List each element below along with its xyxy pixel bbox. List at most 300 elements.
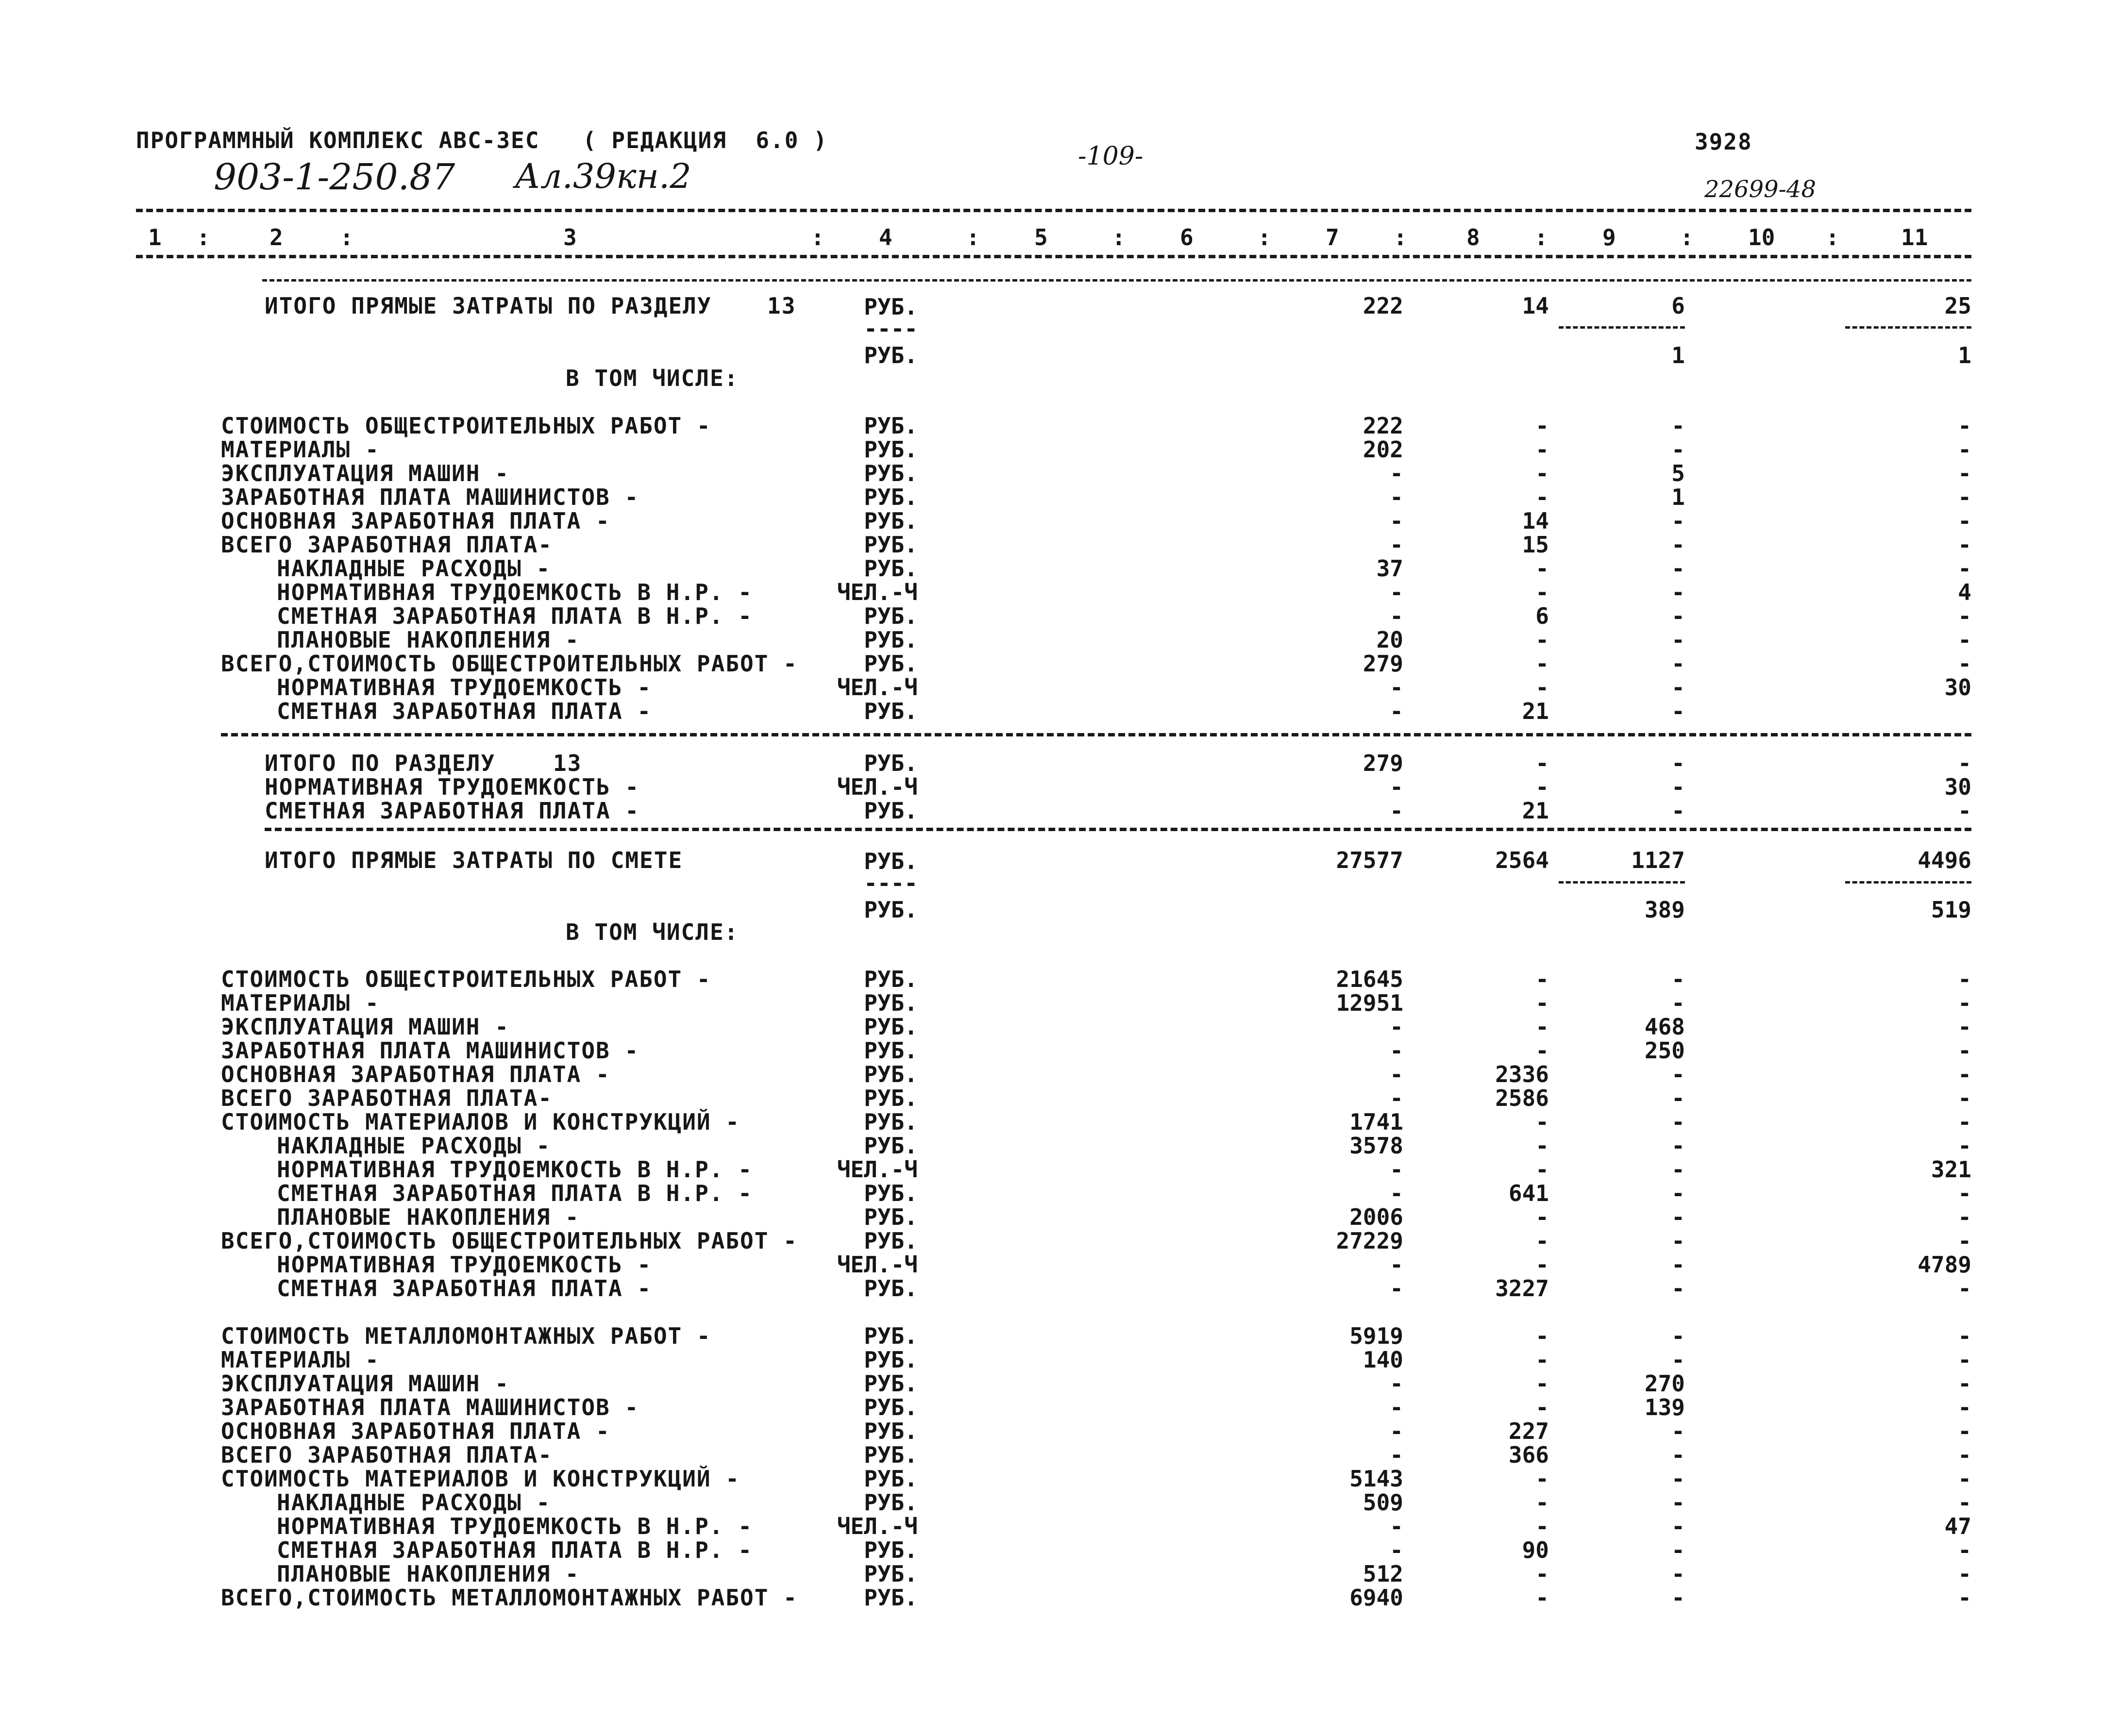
row-value-col9: -: [1671, 1537, 1685, 1563]
header-rule-top: [136, 209, 1971, 212]
sheet-reference: Ал.39кн.2: [515, 156, 691, 196]
column-number: 5: [1034, 224, 1048, 250]
row-value-col9: -: [1671, 1489, 1685, 1516]
row-label: МАТЕРИАЛЫ -: [221, 436, 380, 463]
row-label: НОРМАТИВНАЯ ТРУДОЕМКОСТЬ -: [277, 1252, 652, 1278]
row-value-col9: -: [1671, 798, 1685, 824]
row-value-col9: -: [1671, 1109, 1685, 1135]
row-value-col8: 14: [1522, 508, 1549, 534]
row-value-col11: 321: [1931, 1156, 1971, 1183]
row-value-col7: -: [1390, 1037, 1403, 1064]
section-total-c9b: 1: [1671, 342, 1685, 368]
row-value-col7: -: [1390, 1252, 1403, 1278]
row-value-col7: -: [1390, 1513, 1403, 1539]
row-label: ВСЕГО,СТОИМОСТЬ МЕТАЛЛОМОНТАЖНЫХ РАБОТ -: [221, 1585, 798, 1611]
row-value-col9: -: [1671, 698, 1685, 724]
section-total-c11-rule: [1845, 326, 1971, 329]
estimate-total-label: ИТОГО ПРЯМЫЕ ЗАТРАТЫ ПО СМЕТЕ: [265, 847, 683, 873]
row-value-col11: -: [1958, 990, 1971, 1016]
row-value-col11: -: [1958, 1418, 1971, 1444]
row-value-col8: 641: [1508, 1180, 1549, 1206]
row-value-col7: 20: [1376, 627, 1403, 653]
row-value-col11: -: [1958, 966, 1971, 992]
row-value-col11: -: [1958, 484, 1971, 510]
row-value-col11: -: [1958, 627, 1971, 653]
section-number: 13: [767, 293, 796, 319]
row-value-col7: 27229: [1336, 1228, 1403, 1254]
row-label: СМЕТНАЯ ЗАРАБОТНАЯ ПЛАТА В Н.Р. -: [277, 1537, 753, 1563]
column-number: 2: [269, 224, 283, 250]
row-label: ЗАРАБОТНАЯ ПЛАТА МАШИНИСТОВ -: [221, 1037, 639, 1064]
row-value-col8: -: [1535, 1394, 1549, 1420]
row-value-col7: -: [1390, 798, 1403, 824]
row-value-col11: -: [1958, 798, 1971, 824]
row-label: ВСЕГО ЗАРАБОТНАЯ ПЛАТА-: [221, 1442, 553, 1468]
row-value-col8: -: [1535, 750, 1549, 776]
row-value-col9: -: [1671, 508, 1685, 534]
row-value-col11: -: [1958, 460, 1971, 486]
row-value-col11: -: [1958, 413, 1971, 439]
row-value-col7: -: [1390, 674, 1403, 701]
row-value-col9: 139: [1644, 1394, 1685, 1420]
row-unit: РУБ.: [864, 1466, 918, 1492]
row-value-col9: -: [1671, 1156, 1685, 1183]
row-value-col8: -: [1535, 1347, 1549, 1373]
row-value-col7: 1741: [1349, 1109, 1403, 1135]
row-unit: РУБ.: [864, 1061, 918, 1087]
row-value-col8: -: [1535, 1204, 1549, 1230]
row-value-col8: 21: [1522, 798, 1549, 824]
row-value-col11: -: [1958, 1014, 1971, 1040]
row-value-col7: -: [1390, 1370, 1403, 1397]
row-value-col11: -: [1958, 1466, 1971, 1492]
row-value-col9: -: [1671, 579, 1685, 605]
row-label: НОРМАТИВНАЯ ТРУДОЕМКОСТЬ В Н.Р. -: [277, 579, 753, 605]
column-separator: :: [197, 224, 210, 250]
row-value-col9: -: [1671, 1418, 1685, 1444]
row-value-col7: -: [1390, 460, 1403, 486]
section-including-heading: В ТОМ ЧИСЛЕ:: [566, 365, 739, 391]
row-unit: РУБ.: [864, 1014, 918, 1040]
section-total-c11b: 1: [1958, 342, 1971, 368]
row-label: МАТЕРИАЛЫ -: [221, 990, 380, 1016]
row-unit: РУБ.: [864, 750, 918, 776]
row-unit: РУБ.: [864, 1275, 918, 1302]
row-value-col9: -: [1671, 774, 1685, 800]
row-unit: РУБ.: [864, 1228, 918, 1254]
row-unit: РУБ.: [864, 1394, 918, 1420]
row-value-col8: -: [1535, 627, 1549, 653]
row-unit: РУБ.: [864, 627, 918, 653]
row-label: ПЛАНОВЫЕ НАКОПЛЕНИЯ -: [277, 1561, 580, 1587]
row-unit: РУБ.: [864, 1347, 918, 1373]
row-value-col7: -: [1390, 1442, 1403, 1468]
estimate-total-c7: 27577: [1336, 847, 1403, 873]
row-value-col7: -: [1390, 1014, 1403, 1040]
row-value-col7: -: [1390, 1061, 1403, 1087]
row-unit: РУБ.: [864, 413, 918, 439]
row-unit: РУБ.: [864, 460, 918, 486]
row-value-col11: -: [1958, 508, 1971, 534]
row-value-col7: 2006: [1349, 1204, 1403, 1230]
row-value-col11: -: [1958, 1323, 1971, 1349]
row-unit: РУБ.: [864, 1109, 918, 1135]
row-label: ПЛАНОВЫЕ НАКОПЛЕНИЯ -: [277, 627, 580, 653]
row-value-col8: -: [1535, 1156, 1549, 1183]
row-unit: РУБ.: [864, 966, 918, 992]
row-value-col7: 5143: [1349, 1466, 1403, 1492]
row-label: ВСЕГО ЗАРАБОТНАЯ ПЛАТА-: [221, 532, 553, 558]
row-value-col8: 2586: [1495, 1085, 1549, 1111]
row-value-col7: -: [1390, 774, 1403, 800]
row-label: НОРМАТИВНАЯ ТРУДОЕМКОСТЬ В Н.Р. -: [277, 1513, 753, 1539]
column-number: 4: [879, 224, 892, 250]
row-value-col7: 5919: [1349, 1323, 1403, 1349]
row-label: НОРМАТИВНАЯ ТРУДОЕМКОСТЬ В Н.Р. -: [277, 1156, 753, 1183]
column-separator: :: [1258, 224, 1271, 250]
row-value-col9: -: [1671, 1085, 1685, 1111]
row-value-col9: -: [1671, 1466, 1685, 1492]
row-value-col8: -: [1535, 990, 1549, 1016]
row-value-col7: 21645: [1336, 966, 1403, 992]
row-value-col9: -: [1671, 1585, 1685, 1611]
section-total-c11: 25: [1944, 293, 1971, 319]
row-label: МАТЕРИАЛЫ -: [221, 1347, 380, 1373]
row-value-col8: 227: [1508, 1418, 1549, 1444]
row-value-col11: -: [1958, 532, 1971, 558]
estimate-total-c11-rule: [1845, 881, 1971, 884]
row-unit: РУБ.: [864, 1489, 918, 1516]
row-unit: РУБ.: [864, 436, 918, 463]
row-label: ВСЕГО,СТОИМОСТЬ ОБЩЕСТРОИТЕЛЬНЫХ РАБОТ -: [221, 1228, 798, 1254]
section-total-c9: 6: [1671, 293, 1685, 319]
row-value-col9: -: [1671, 1204, 1685, 1230]
estimate-total-c11b: 519: [1931, 897, 1971, 923]
row-value-col8: -: [1535, 966, 1549, 992]
row-value-col7: -: [1390, 579, 1403, 605]
row-value-col9: -: [1671, 1513, 1685, 1539]
row-unit: РУБ.: [864, 603, 918, 629]
row-label: СМЕТНАЯ ЗАРАБОТНАЯ ПЛАТА -: [265, 798, 640, 824]
row-value-col9: -: [1671, 627, 1685, 653]
row-value-col8: -: [1535, 1252, 1549, 1278]
row-unit: РУБ.: [864, 1133, 918, 1159]
estimate-total-c9-rule: [1559, 881, 1685, 884]
row-value-col11: 4: [1958, 579, 1971, 605]
row-value-col9: -: [1671, 1275, 1685, 1302]
estimate-total-unit: РУБ.: [864, 848, 918, 874]
row-unit: РУБ.: [864, 1442, 918, 1468]
row-value-col7: 222: [1363, 413, 1403, 439]
row-label: ВСЕГО ЗАРАБОТНАЯ ПЛАТА-: [221, 1085, 553, 1111]
row-label: СТОИМОСТЬ ОБЩЕСТРОИТЕЛЬНЫХ РАБОТ -: [221, 413, 711, 439]
column-number: 6: [1180, 224, 1194, 250]
row-unit: РУБ.: [864, 990, 918, 1016]
row-value-col7: -: [1390, 698, 1403, 724]
row-value-col9: -: [1671, 1561, 1685, 1587]
row-value-col9: -: [1671, 651, 1685, 677]
row-value-col8: 15: [1522, 532, 1549, 558]
row-value-col9: -: [1671, 1347, 1685, 1373]
row-value-col11: -: [1958, 1204, 1971, 1230]
row-label: ВСЕГО,СТОИМОСТЬ ОБЩЕСТРОИТЕЛЬНЫХ РАБОТ -: [221, 651, 798, 677]
section1-rule: [221, 733, 1971, 736]
row-label: НАКЛАДНЫЕ РАСХОДЫ -: [277, 1133, 551, 1159]
column-number: 11: [1901, 224, 1928, 250]
row-value-col8: 90: [1522, 1537, 1549, 1563]
row-value-col8: -: [1535, 1323, 1549, 1349]
row-unit: РУБ.: [864, 484, 918, 510]
row-value-col8: -: [1535, 1228, 1549, 1254]
section-total-unit: РУБ.: [864, 294, 918, 320]
row-unit: РУБ.: [864, 798, 918, 824]
row-value-col8: -: [1535, 1561, 1549, 1587]
row-value-col8: 3227: [1495, 1275, 1549, 1302]
row-value-col11: -: [1958, 1228, 1971, 1254]
row-value-col11: -: [1958, 603, 1971, 629]
row-value-col9: -: [1671, 1180, 1685, 1206]
row-label: ИТОГО ПО РАЗДЕЛУ 13: [265, 750, 582, 776]
row-label: СМЕТНАЯ ЗАРАБОТНАЯ ПЛАТА В Н.Р. -: [277, 1180, 753, 1206]
row-value-col11: -: [1958, 651, 1971, 677]
row-label: СТОИМОСТЬ МАТЕРИАЛОВ И КОНСТРУКЦИЙ -: [221, 1466, 740, 1492]
row-label: СМЕТНАЯ ЗАРАБОТНАЯ ПЛАТА В Н.Р. -: [277, 603, 753, 629]
column-separator: :: [340, 224, 353, 250]
document-number: 3928: [1695, 129, 1752, 155]
row-value-col11: -: [1958, 436, 1971, 463]
estimate-total-unit-dash: ----: [864, 870, 918, 896]
column-number: 10: [1748, 224, 1775, 250]
row-unit: ЧЕЛ.-Ч: [837, 1156, 918, 1183]
section-total-unit2: РУБ.: [864, 342, 918, 368]
row-unit: ЧЕЛ.-Ч: [837, 674, 918, 701]
row-value-col7: -: [1390, 1275, 1403, 1302]
row-value-col9: -: [1671, 1442, 1685, 1468]
row-label: ЗАРАБОТНАЯ ПЛАТА МАШИНИСТОВ -: [221, 484, 639, 510]
row-value-col8: 21: [1522, 698, 1549, 724]
row-value-col7: 3578: [1349, 1133, 1403, 1159]
row-value-col7: 6940: [1349, 1585, 1403, 1611]
row-value-col9: -: [1671, 1228, 1685, 1254]
row-value-col8: -: [1535, 1133, 1549, 1159]
row-value-col11: -: [1958, 1442, 1971, 1468]
row-value-col7: -: [1390, 1085, 1403, 1111]
row-unit: РУБ.: [864, 1537, 918, 1563]
row-value-col11: -: [1958, 1347, 1971, 1373]
row-label: ОСНОВНАЯ ЗАРАБОТНАЯ ПЛАТА -: [221, 1061, 610, 1087]
row-value-col8: -: [1535, 413, 1549, 439]
row-label: ЗАРАБОТНАЯ ПЛАТА МАШИНИСТОВ -: [221, 1394, 639, 1420]
row-unit: ЧЕЛ.-Ч: [837, 1513, 918, 1539]
row-value-col7: -: [1390, 508, 1403, 534]
row-value-col7: -: [1390, 1537, 1403, 1563]
row-value-col11: -: [1958, 1180, 1971, 1206]
row-value-col7: 12951: [1336, 990, 1403, 1016]
row-label: СТОИМОСТЬ МАТЕРИАЛОВ И КОНСТРУКЦИЙ -: [221, 1109, 740, 1135]
row-unit: РУБ.: [864, 1370, 918, 1397]
estimate-including-heading: В ТОМ ЧИСЛЕ:: [566, 919, 739, 945]
row-unit: РУБ.: [864, 1585, 918, 1611]
row-value-col11: -: [1958, 1133, 1971, 1159]
row-value-col9: -: [1671, 436, 1685, 463]
row-label: СМЕТНАЯ ЗАРАБОТНАЯ ПЛАТА -: [277, 698, 652, 724]
section-total-c7: 222: [1363, 293, 1403, 319]
row-unit: РУБ.: [864, 1037, 918, 1064]
row-unit: РУБ.: [864, 555, 918, 582]
row-value-col11: 4789: [1918, 1252, 1971, 1278]
estimate-total-c11: 4496: [1918, 847, 1971, 873]
row-label: НОРМАТИВНАЯ ТРУДОЕМКОСТЬ -: [277, 674, 652, 701]
row-label: ОСНОВНАЯ ЗАРАБОТНАЯ ПЛАТА -: [221, 1418, 610, 1444]
row-value-col11: -: [1958, 1489, 1971, 1516]
row-value-col9: -: [1671, 966, 1685, 992]
column-separator: :: [811, 224, 824, 250]
row-value-col9: -: [1671, 990, 1685, 1016]
column-number: 8: [1466, 224, 1480, 250]
row-value-col7: 509: [1363, 1489, 1403, 1516]
row-value-col8: -: [1535, 651, 1549, 677]
row-unit: ЧЕЛ.-Ч: [837, 1252, 918, 1278]
section-total-unit-dash: ----: [864, 316, 918, 342]
row-value-col9: 250: [1644, 1037, 1685, 1064]
row-value-col9: -: [1671, 603, 1685, 629]
row-label: СТОИМОСТЬ МЕТАЛЛОМОНТАЖНЫХ РАБОТ -: [221, 1323, 711, 1349]
row-value-col8: -: [1535, 774, 1549, 800]
row-value-col7: 202: [1363, 436, 1403, 463]
row-value-col8: -: [1535, 1037, 1549, 1064]
column-separator: :: [1826, 224, 1839, 250]
row-value-col8: -: [1535, 1489, 1549, 1516]
row-value-col8: -: [1535, 555, 1549, 582]
row-unit: РУБ.: [864, 1204, 918, 1230]
column-separator: :: [966, 224, 980, 250]
row-value-col8: -: [1535, 436, 1549, 463]
row-value-col8: -: [1535, 1014, 1549, 1040]
row-value-col11: -: [1958, 1370, 1971, 1397]
row-value-col7: -: [1390, 1394, 1403, 1420]
row-value-col11: 30: [1944, 674, 1971, 701]
section-total-c9-rule: [1559, 326, 1685, 329]
row-unit: РУБ.: [864, 1561, 918, 1587]
row-value-col9: -: [1671, 1133, 1685, 1159]
row-unit: РУБ.: [864, 698, 918, 724]
row-value-col8: -: [1535, 484, 1549, 510]
row-value-col9: 468: [1644, 1014, 1685, 1040]
edition-label: ( РЕДАКЦИЯ 6.0 ): [583, 127, 828, 153]
row-unit: ЧЕЛ.-Ч: [837, 774, 918, 800]
row-value-col11: -: [1958, 750, 1971, 776]
section-total-label: ИТОГО ПРЯМЫЕ ЗАТРАТЫ ПО РАЗДЕЛУ: [265, 293, 712, 319]
row-value-col9: 270: [1644, 1370, 1685, 1397]
archive-number: 22699-48: [1704, 176, 1816, 203]
row-value-col9: -: [1671, 1323, 1685, 1349]
row-value-col7: 37: [1376, 555, 1403, 582]
row-value-col9: -: [1671, 532, 1685, 558]
row-value-col11: 47: [1944, 1513, 1971, 1539]
header-rule-bottom: [136, 255, 1971, 258]
row-unit: РУБ.: [864, 508, 918, 534]
row-value-col11: -: [1958, 1275, 1971, 1302]
row-value-col11: -: [1958, 1585, 1971, 1611]
row-value-col9: 1: [1671, 484, 1685, 510]
row-value-col8: -: [1535, 674, 1549, 701]
row-label: СТОИМОСТЬ ОБЩЕСТРОИТЕЛЬНЫХ РАБОТ -: [221, 966, 711, 992]
row-unit: РУБ.: [864, 1323, 918, 1349]
row-value-col11: -: [1958, 1085, 1971, 1111]
row-label: НОРМАТИВНАЯ ТРУДОЕМКОСТЬ -: [265, 774, 640, 800]
row-unit: РУБ.: [864, 532, 918, 558]
row-value-col9: -: [1671, 555, 1685, 582]
row-value-col7: -: [1390, 532, 1403, 558]
row-label: ЭКСПЛУАТАЦИЯ МАШИН -: [221, 1370, 509, 1397]
page-number: -109-: [1078, 142, 1144, 171]
row-value-col8: -: [1535, 460, 1549, 486]
section1-rule-bottom: [265, 828, 1971, 831]
column-separator: :: [1112, 224, 1126, 250]
header-rule-sub: [262, 279, 1971, 282]
row-value-col9: -: [1671, 413, 1685, 439]
row-unit: РУБ.: [864, 1418, 918, 1444]
row-label: ЭКСПЛУАТАЦИЯ МАШИН -: [221, 460, 509, 486]
row-label: НАКЛАДНЫЕ РАСХОДЫ -: [277, 1489, 551, 1516]
column-number: 3: [563, 224, 577, 250]
row-unit: ЧЕЛ.-Ч: [837, 579, 918, 605]
column-separator: :: [1394, 224, 1407, 250]
project-code: 903-1-250.87: [214, 156, 455, 198]
row-value-col7: -: [1390, 484, 1403, 510]
row-value-col7: 512: [1363, 1561, 1403, 1587]
row-value-col11: -: [1958, 1061, 1971, 1087]
row-label: НАКЛАДНЫЕ РАСХОДЫ -: [277, 555, 551, 582]
row-value-col8: 2336: [1495, 1061, 1549, 1087]
row-value-col8: -: [1535, 1466, 1549, 1492]
row-label: ПЛАНОВЫЕ НАКОПЛЕНИЯ -: [277, 1204, 580, 1230]
row-unit: РУБ.: [864, 1180, 918, 1206]
column-number: 9: [1602, 224, 1616, 250]
row-value-col7: -: [1390, 1418, 1403, 1444]
estimate-total-c8: 2564: [1495, 847, 1549, 873]
row-value-col8: -: [1535, 579, 1549, 605]
row-value-col11: -: [1958, 1537, 1971, 1563]
row-value-col9: -: [1671, 674, 1685, 701]
row-value-col7: 279: [1363, 750, 1403, 776]
row-unit: РУБ.: [864, 651, 918, 677]
row-value-col8: -: [1535, 1585, 1549, 1611]
estimate-total-c9b: 389: [1644, 897, 1685, 923]
row-value-col7: 279: [1363, 651, 1403, 677]
column-number: 1: [148, 224, 162, 250]
estimate-total-c9: 1127: [1631, 847, 1685, 873]
row-value-col7: -: [1390, 603, 1403, 629]
estimate-total-unit2: РУБ.: [864, 897, 918, 923]
row-value-col11: -: [1958, 555, 1971, 582]
row-value-col8: -: [1535, 1109, 1549, 1135]
row-unit: РУБ.: [864, 1085, 918, 1111]
row-value-col7: 140: [1363, 1347, 1403, 1373]
row-value-col11: -: [1958, 1109, 1971, 1135]
row-value-col11: 30: [1944, 774, 1971, 800]
column-number: 7: [1326, 224, 1339, 250]
row-value-col8: 366: [1508, 1442, 1549, 1468]
row-label: СМЕТНАЯ ЗАРАБОТНАЯ ПЛАТА -: [277, 1275, 652, 1302]
row-value-col9: -: [1671, 750, 1685, 776]
row-label: ОСНОВНАЯ ЗАРАБОТНАЯ ПЛАТА -: [221, 508, 610, 534]
column-separator: :: [1534, 224, 1548, 250]
row-value-col11: -: [1958, 1037, 1971, 1064]
row-value-col11: -: [1958, 1561, 1971, 1587]
section-total-c8: 14: [1522, 293, 1549, 319]
row-value-col7: -: [1390, 1156, 1403, 1183]
